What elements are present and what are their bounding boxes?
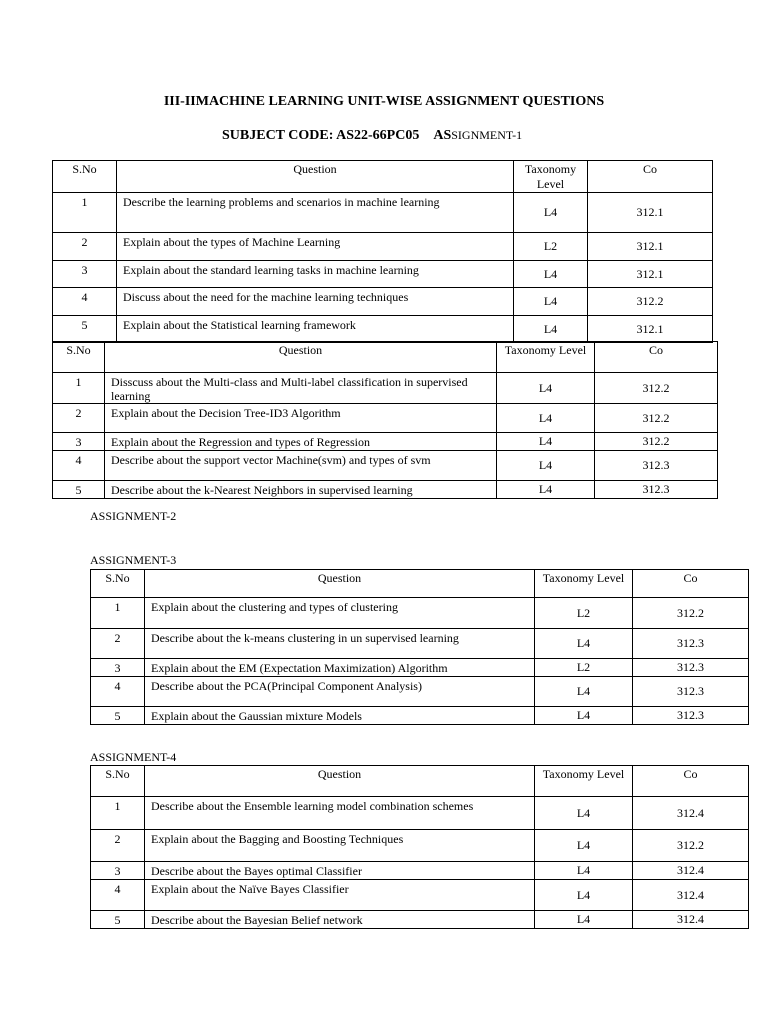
co-cell: 312.2 [595,373,718,404]
sno-cell: 3 [53,433,105,451]
taxonomy-level-cell: L4 [514,288,588,316]
assignment-1-prefix: AS [433,128,452,143]
table-row [53,193,713,233]
table-row [91,797,749,830]
sno-cell: 5 [53,481,105,499]
taxonomy-level-cell: L4 [535,830,633,862]
question-cell: Disscuss about the Multi-class and Multi-label classification in supervised learning [105,373,497,404]
sno-cell: 4 [91,880,145,911]
assignment-1-table [52,160,713,343]
sno-cell: 1 [53,373,105,404]
question-cell: Describe about the Bayesian Belief network [145,911,535,929]
table-row [53,288,713,316]
question-cell: Explain about the types of Machine Learning [117,233,514,261]
taxonomy-level-cell: L2 [535,659,633,677]
taxonomy-level-cell: L4 [497,481,595,499]
sno-cell: 1 [91,797,145,830]
question-cell: Describe about the k-means clustering in un supervised learning [145,629,535,659]
header-taxonomy: Taxonomy Level [514,161,588,193]
taxonomy-level-cell: L2 [535,598,633,629]
table-row [53,451,718,481]
table-row [91,880,749,911]
co-cell: 312.3 [633,659,749,677]
sno-cell: 4 [91,677,145,707]
header-taxonomy: Taxonomy Level [497,342,595,373]
header-question: Question [145,570,535,598]
co-cell: 312.1 [588,233,713,261]
question-cell: Describe about the k-Nearest Neighbors in supervised learning [105,481,497,499]
sno-cell: 5 [91,707,145,725]
table-row [53,373,718,404]
co-cell: 312.3 [595,451,718,481]
question-cell: Explain about the clustering and types of clustering [145,598,535,629]
co-cell: 312.1 [588,261,713,288]
taxonomy-level-cell: L4 [497,404,595,433]
table-row [53,481,718,499]
assignment-1-second-rows [53,373,718,499]
sno-cell: 3 [91,659,145,677]
assignment-4-rows [91,797,749,929]
table-row [53,404,718,433]
taxonomy-level-cell: L4 [535,677,633,707]
header-sno: S.No [53,161,117,193]
question-cell: Explain about the standard learning tasks in machine learning [117,261,514,288]
taxonomy-level-cell: L4 [514,261,588,288]
taxonomy-level-cell: L4 [535,629,633,659]
co-cell: 312.2 [633,830,749,862]
taxonomy-level-cell: L4 [497,373,595,404]
sno-cell: 5 [91,911,145,929]
sno-cell: 5 [53,316,117,343]
table-row [91,629,749,659]
table-row [91,677,749,707]
header-co: Co [633,766,749,797]
subject-code: SUBJECT CODE: AS22-66PC05 [222,128,420,143]
sno-cell: 4 [53,451,105,481]
question-cell: Explain about the Regression and types of Regression [105,433,497,451]
taxonomy-level-cell: L4 [497,451,595,481]
header-sno: S.No [91,570,145,598]
question-cell: Explain about the Bagging and Boosting Techniques [145,830,535,862]
assignment-1-suffix: SIGNMENT-1 [451,128,523,142]
table-row [53,233,713,261]
header-question: Question [145,766,535,797]
sno-cell: 2 [53,233,117,261]
assignment-4-table [90,765,749,929]
taxonomy-level-cell: L4 [535,862,633,880]
co-cell: 312.2 [595,433,718,451]
taxonomy-level-cell: L4 [535,797,633,830]
taxonomy-level-cell: L4 [535,707,633,725]
co-cell: 312.4 [633,880,749,911]
question-cell: Discuss about the need for the machine learning techniques [117,288,514,316]
assignment-1-second-table [52,341,718,499]
co-cell: 312.3 [633,629,749,659]
co-cell: 312.3 [595,481,718,499]
table-row [91,598,749,629]
table-row [53,261,713,288]
assignment-3-label: ASSIGNMENT-3 [90,553,177,567]
question-cell: Describe about the Bayes optimal Classifier [145,862,535,880]
taxonomy-level-cell: L4 [535,911,633,929]
co-cell: 312.4 [633,862,749,880]
sno-cell: 2 [91,830,145,862]
subject-code-line [222,128,522,144]
table-row [53,433,718,451]
sno-cell: 4 [53,288,117,316]
header-question: Question [117,161,514,193]
sno-cell: 2 [91,629,145,659]
question-cell: Describe about the support vector Machine(svm) and types of svm [105,451,497,481]
table-row [91,911,749,929]
header-taxonomy: Taxonomy Level [535,570,633,598]
taxonomy-level-cell: L2 [514,233,588,261]
table-row [91,707,749,725]
header-sno: S.No [53,342,105,373]
table-row [53,316,713,343]
assignment-1-rows [53,193,713,343]
sno-cell: 2 [53,404,105,433]
co-cell: 312.2 [588,288,713,316]
taxonomy-level-cell: L4 [514,193,588,233]
sno-cell: 3 [53,261,117,288]
co-cell: 312.3 [633,677,749,707]
sno-cell: 1 [53,193,117,233]
header-co: Co [633,570,749,598]
co-cell: 312.2 [595,404,718,433]
co-cell: 312.1 [588,316,713,343]
taxonomy-level-cell: L4 [514,316,588,343]
question-cell: Describe the learning problems and scenarios in machine learning [117,193,514,233]
question-cell: Explain about the Naïve Bayes Classifier [145,880,535,911]
co-cell: 312.3 [633,707,749,725]
assignment-3-table [90,569,749,725]
question-cell: Explain about the Decision Tree-ID3 Algorithm [105,404,497,433]
taxonomy-level-cell: L4 [497,433,595,451]
co-cell: 312.4 [633,797,749,830]
assignment-3-rows [91,598,749,725]
header-co: Co [595,342,718,373]
question-cell: Describe about the Ensemble learning model combination schemes [145,797,535,830]
question-cell: Describe about the PCA(Principal Component Analysis) [145,677,535,707]
table-row [91,659,749,677]
sno-cell: 3 [91,862,145,880]
co-cell: 312.2 [633,598,749,629]
assignment-4-label: ASSIGNMENT-4 [90,750,177,764]
question-cell: Explain about the Gaussian mixture Models [145,707,535,725]
question-cell: Explain about the EM (Expectation Maximization) Algorithm [145,659,535,677]
sno-cell: 1 [91,598,145,629]
document-title: III-IIMACHINE LEARNING UNIT-WISE ASSIGNMENT QUESTIONS [163,94,605,109]
table-row [91,862,749,880]
co-cell: 312.4 [633,911,749,929]
header-taxonomy: Taxonomy Level [535,766,633,797]
header-sno: S.No [91,766,145,797]
header-question: Question [105,342,497,373]
assignment-2-label: ASSIGNMENT-2 [90,509,177,523]
question-cell: Explain about the Statistical learning framework [117,316,514,343]
header-co: Co [588,161,713,193]
co-cell: 312.1 [588,193,713,233]
taxonomy-level-cell: L4 [535,880,633,911]
table-row [91,830,749,862]
